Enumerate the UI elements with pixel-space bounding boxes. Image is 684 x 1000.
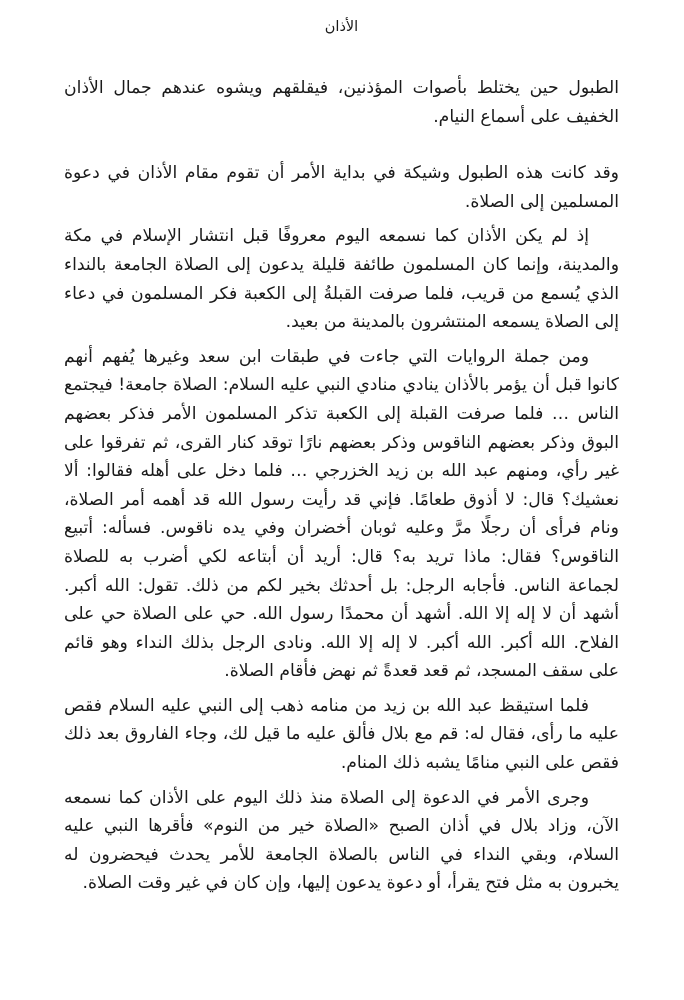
paragraph-1: الطبول حين يختلط بأصوات المؤذنين، فيقلقهم ويشوه عندهم جمال الأذان الخفيف على أسماع النيام. bbox=[64, 78, 619, 127]
paragraph-4: ومن جملة الروايات التي جاءت في طبقات ابن سعد وغيرها يُفهم أنهم كانوا قبل أن يؤمر بالأذان ينادي منادي النبي عليه السلام: الصلاة جامعة! فيجتمع الناس … فلما صرفت القبلة إلى الكعبة تذكر المسلمون الأمر فذكر بعضهم البوق وذكر بعضهم الناقوس وذكر بعضهم نارًا توقد كنار القرى، ثم تفرقوا على غير رأي، ومنهم عبد الله بن زيد الخزرجي … فلما دخل على أهله فقالوا: ألا نعشيك؟ قال: لا أذوق طعامًا. فإني قد رأيت رسول الله قد أهمه أمر الصلاة، ونام فرأى أن رجلًا مرَّ وعليه ثوبان أخضران وفي يده ناقوس. فسأله: أتبيع الناقوس؟ فقال: ماذا تريد به؟ قال: أريد أن أبتاعه لكي أضرب به للصلاة لجماعة الناس. فأجابه الرجل: بل أحدثك بخير لكم من ذلك. تقول: الله أكبر. أشهد أن لا إله إلا الله. أشهد أن محمدًا رسول الله. حي على الصلاة حي على الفلاح. الله أكبر. الله أكبر. لا إله إلا الله. ونادى الرجل بذلك النداء وهو قائم على سقف المسجد، ثم قعد قعدةً ثم نهض فأقام الصلاة. bbox=[63, 346, 619, 682]
paragraph-6: وجرى الأمر في الدعوة إلى الصلاة منذ ذلك اليوم على الأذان كما نسمعه الآن، وزاد بلال في أذان الصبح «الصلاة خير من النوم» فأقرها النبي عليه السلام، وبقي النداء في الناس بالصلاة الجامعة للأمر يحدث فيحضرون له يخبرون به مثل فتح يقرأ، أو دعوة يدعون إليها، وإن كان في غير وقت الصلاة. bbox=[64, 787, 619, 894]
paragraph-5: فلما استيقظ عبد الله بن زيد من منامه ذهب إلى النبي عليه السلام فقص عليه ما رأى، فقال له: قم مع بلال فألق عليه ما قيل لك، وجاء الفاروق بعد ذلك فقص على النبي منامًا يشبه ذلك المنام. bbox=[64, 695, 619, 774]
paragraph-3: إذ لم يكن الأذان كما نسمعه اليوم معروفًا قبل انتشار الإسلام في مكة والمدينة، وإنما كان المسلمون طائفة قليلة يدعون إلى الصلاة الجامعة بالنداء الذي يُسمع من قريب، فلما صرفت القبلةُ إلى الكعبة فكر المسلمون في دعاء إلى الصلاة يسمعه المنتشرون بالمدينة من بعيد. bbox=[64, 226, 619, 333]
body-text bbox=[64, 74, 619, 898]
running-header: الأذان bbox=[324, 19, 359, 35]
paragraph-2: وقد كانت هذه الطبول وشيكة في بداية الأمر أن تقوم مقام الأذان في دعوة المسلمين إلى الصلاة. bbox=[64, 163, 619, 212]
